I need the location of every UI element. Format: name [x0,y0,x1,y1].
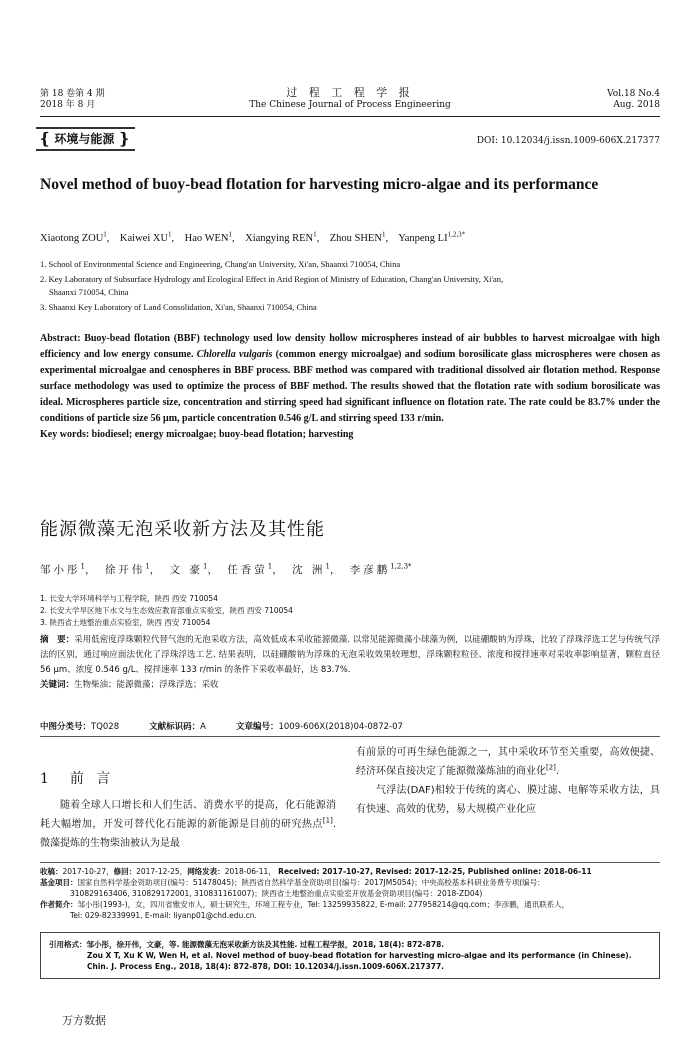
abstract-cn-text: 采用低密度浮珠颗粒代替气泡的无泡采收方法，高效低成本采收能源微藻. 以常见能源微藻小球藻为例，以硅硼酸钠为浮珠，比较了浮珠浮选工艺与传统气浮法的区别，通过响应面法优化了浮珠浮选工艺. 结果表明，以硅硼酸钠为浮珠的无泡采收效果较理想，浮珠颗粒粒径、浓度和搅拌速率对采收率影响显著，颗粒直径 56 μm、浓度 0.546 g/L、搅拌速率 133 r/min 的条件下采收率最好，达 83.7%. [40,635,660,675]
footnotes [40,866,660,921]
affiliation-en: 2. Key Laboratory of Subsurface Hydrology and Ecological Effect in Arid Region of Ministry of Education, Chang'an University, Xi'an, [40,274,504,284]
article-title-cn: 能源微藻无泡采收新方法及其性能 [40,519,325,540]
affiliation-en: 3. Shaanxi Key Laboratory of Land Consolidation, Xi'an, Shaanxi 710054, China [40,302,317,312]
citation-label: 引用格式： [49,940,87,949]
keywords-label: Key words: [40,429,90,440]
footnote-author: 作者简介：邹小彤(1993-)，女，四川省雅安市人，硕士研究生，环境工程专业，Tel: 13259935822, E-mail: 277958214@qq.com；李彦鹏，通讯联系人， [40,900,570,909]
section-tag-bracket-icon: ❴ [38,129,52,148]
article-number: 文章编号：1009-606X(2018)04-0872-07 [235,722,403,732]
volume-cn: 第 18 卷第 4 期 [40,89,105,99]
header-rule [40,116,660,117]
citation-box [40,932,660,979]
reference-link[interactable]: [2] [546,763,556,772]
author-cn: 李彦鹏 [349,564,391,576]
affiliation-en: 1. School of Environmental Science and Engineering, Chang'an University, Xi'an, Shaanxi 710054, China [40,259,401,269]
date-en: Aug. 2018 [613,100,660,110]
author-cn: 徐开伟 [104,564,146,576]
journal-name-en: The Chinese Journal of Process Engineering [249,100,451,110]
author-sup: 1 [168,230,172,239]
authors-en: Xiaotong ZOU$^1$, Kaiwei $XU^1$, Hao WEN$^1$, Xiangying REN$^1$, Zhou SHEN$^1$, Yanpeng $LI^{1,2,3*}$ [40,230,466,244]
abstract-cn-label: 摘 要： [40,635,75,645]
author-en: Kaiwei XU [119,233,169,244]
body-paragraph: 有前景的可再生绿色能源之一，其中采收环节至关重要，高效便捷、经济环保直接决定了能源微藻炼油的商业化[2]. [356,747,660,777]
species-name: Chlorella vulgaris [196,349,273,360]
keywords-cn-label: 关键词： [40,680,75,690]
author-sup: 1 [313,230,317,239]
affiliation-cn: 2. 长安大学旱区地下水文与生态效应教育部重点实验室，陕西 西安 710054 [40,606,293,615]
keywords-en: biodiesel; energy microalgae; buoy-bead flotation; harvesting [89,429,354,440]
body-column-left [40,796,336,853]
reference-link[interactable]: [1] [322,816,333,825]
body-paragraph: 随着全球人口增长和人们生活、消费水平的提高，化石能源消耗大幅增加，开发可替代化石能源的新能源是目前的研究热点[1]. 微藻提炼的生物柴油被认为是最 [40,800,336,849]
authors-cn: 邹小彤$^1$， 徐开伟$^1$， 文 豪$^1$， 任香萤$^1$， 沈 洲$^1$， 李彦鹏$^{1,2,3*}$ [40,562,412,576]
section-title: 前 言 [69,771,115,787]
section-heading-intro [40,768,114,788]
section-number: 1 [40,771,53,787]
keywords-cn: 生物柴油；能源微藻；浮珠浮选；采收 [74,680,219,690]
author-sup: 1,2,3* [390,562,412,571]
classification-line [40,720,660,732]
abstract-text: Buoy-bead flotation (BBF) technology used low density hollow microspheres instead of air bubbles to harvest microalgae with high efficiency and low energy consume. [40,333,660,360]
section-tag-label: 环境与能源 [54,132,115,146]
author-sup: 1 [267,562,273,571]
author-sup: 1 [381,230,386,239]
author-sup: 1 [145,562,150,571]
abstract-en [40,331,660,443]
footnote-dates: 收稿：2017-10-27，修回：2017-12-25，网络发表：2018-06-11， Received: 2017-10-27, Revised: 2017-12-25, Published online: 2018-06-11 [40,867,592,876]
section-divider [40,736,660,737]
author-sup: 1 [228,230,233,239]
journal-name-cn: 过 程 工 程 学 报 [286,86,414,99]
author-en: Zhou SHEN [329,233,382,244]
affiliation-en: Shaanxi 710054, China [49,287,129,297]
footnote-author-cont: Tel: 029-82339991, E-mail: liyanp01@chd.edu.cn. [70,911,257,920]
affiliations-cn [40,593,293,629]
author-sup: 1 [103,230,107,239]
abstract-cn [40,633,660,693]
document-code: 文献标识码：A [149,722,206,732]
author-sup: 1 [325,562,330,571]
citation-en: Zou X T, Xu K W, Wen H, et al. Novel method of buoy-bead flotation for harvesting micro-algae and its performance (in Chinese). [87,951,632,960]
author-cn: 文 豪 [169,564,203,576]
date-cn: 2018 年 8 月 [40,100,96,110]
body-paragraph: 气浮法(DAF)相较于传统的离心、膜过滤、电解等采收方法，具有快速、高效的优势，易大规模产业化应 [356,785,660,815]
watermark: 万方数据 [62,1014,106,1027]
body-column-right [356,743,660,819]
doi[interactable]: DOI: 10.12034/j.issn.1009-606X.217377 [476,136,660,146]
header-center [220,87,480,111]
citation-cn: 引用格式：邹小彤，徐开伟，文豪，等. 能源微藻无泡采收新方法及其性能. 过程工程学报，2018, 18(4): 872-878. [49,940,445,949]
author-cn: 邹小彤 [40,564,81,576]
section-tag-bracket-end-icon: ❵ [117,129,131,148]
clc-number: 中图分类号：TQ028 [40,722,120,732]
author-en: Xiangying REN [245,233,314,244]
author-en: Yanpeng LI [398,233,448,244]
author-sup: 1,2,3* [447,230,466,239]
abstract-label: Abstract: [40,333,81,344]
abstract-text: (common energy microalgae) and sodium borosilicate glass microspheres were chosen as experimental microalgae and cenospheres in BBF process. BBF method was compared with traditional dissolved air flotation method. Response surface methodology was used to optimize the process of BBF method. The results showed that the flotation rate with sodium borosilicate was ideal. Microspheres particle size, concentration and stirring speed had significant influence on flotation rate. The rate could be 83.7% under the conditions of particle size 56 μm, particle concentration 0.546 g/L and stirring speed 133 r/min. [40,349,660,424]
header-left [40,89,105,111]
author-sup: 1 [202,562,208,571]
footnote-fund: 基金项目：国家自然科学基金资助项目(编号：51478045)；陕西省自然科学基金资助项目(编号：2017JM5054)；中央高校基本科研业务费专项(编号： [40,878,545,887]
author-cn: 任香萤 [227,564,268,576]
citation-en-cont: Chin. J. Process Eng., 2018, 18(4): 872-878, DOI: 10.12034/j.issn.1009-606X.217377. [87,962,445,971]
author-cn: 沈 洲 [292,564,326,576]
author-sup: 1 [80,562,85,571]
affiliations-en [40,258,660,316]
affiliation-cn: 1. 长安大学环境科学与工程学院，陕西 西安 710054 [40,594,218,603]
affiliation-cn: 3. 陕西省土地整治重点实验室，陕西 西安 710054 [40,618,211,627]
author-en: Xiaotong ZOU [40,233,104,244]
article-title-en: Novel method of buoy-bead flotation for harvesting micro-algae and its performance [40,176,599,193]
footnote-rule [40,862,660,863]
header-right [607,89,660,111]
footnote-fund-cont: 310829163406, 310829172001, 310831161007)；陕西省土地整治重点实验室开放基金资助项目(编号：2018-ZD04) [70,889,483,898]
section-tag [36,127,135,151]
volume-en: Vol.18 No.4 [607,89,660,99]
author-en: Hao WEN [184,233,229,244]
